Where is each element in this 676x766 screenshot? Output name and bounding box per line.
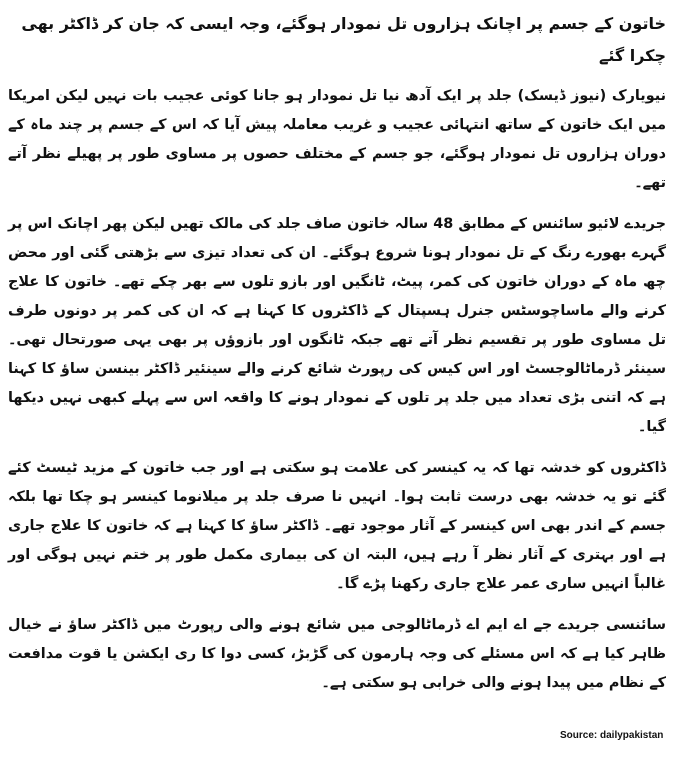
headline: خاتون کے جسم پر اچانک ہزاروں تل نمودار ہوگئے، وجہ ایسی کہ جان کر ڈاکٹر بھی چکرا گئے — [21, 14, 666, 65]
article — [8, 8, 668, 710]
source-credit: Source: dailypakistan — [560, 730, 664, 741]
paragraph-2: جریدے لائیو سائنس کے مطابق 48 سالہ خاتون صاف جلد کی مالک تھیں لیکن پھر اچانک اس پر گہرے بھورے رنگ کے تل نمودار ہونا شروع ہوگئے۔ ان کی تعداد تیزی سے بڑھتی گئی اور محض چھ ماہ کے دوران خاتون کی کمر، پیٹ، ٹانگیں اور بازو تلوں سے بھر چکے تھے۔ خاتون کا علاج کرنے والے ماساچوسٹس جنرل ہسپتال کے ڈاکٹروں کا کہنا ہے کہ ان کی کمر پر دونوں طرف تل مساوی طور پر تقسیم نظر آتے تھے جبکہ ٹانگوں اور بازوؤں پر بھی یہی صورتحال تھی۔ سینئر ڈرماٹالوجسٹ اور اس کیس کی رپورٹ شائع کرنے والے سینئیر ڈاکٹر بینسن ساؤ کا کہنا ہے کہ اتنی بڑی تعداد میں جلد پر تلوں کے نمودار ہونے کا واقعہ اس سے پہلے کبھی نہیں دیکھا گیا۔ — [8, 216, 666, 435]
paragraph-4: سائنسی جریدے جے اے ایم اے ڈرماٹالوجی میں شائع ہونے والی رپورٹ میں ڈاکٹر ساؤ نے خیال ظاہر کیا ہے کہ اس مسئلے کی وجہ ہارمون کی گڑبڑ، کسی دوا کا ری ایکشن یا قوت مدافعت کے نظام میں پیدا ہونے والی خرابی ہو سکتی ہے۔ — [8, 617, 666, 691]
paragraph-1: نیویارک (نیوز ڈیسک) جلد پر ایک آدھ نیا تل نمودار ہو جانا کوئی عجیب بات نہیں لیکن امریکا میں ایک خاتون کے ساتھ انتہائی عجیب و غریب معاملہ پیش آیا کہ اس کے جسم پر چند ماہ کے دوران ہزاروں تل نمودار ہوگئے، جو جسم کے مختلف حصوں پر مساوی طور پر پھیلے نظر آتے تھے۔ — [8, 88, 666, 191]
paragraph-3: ڈاکٹروں کو خدشہ تھا کہ یہ کینسر کی علامت ہو سکتی ہے اور جب خاتون کے مزید ٹیسٹ کئے گئے تو یہ خدشہ بھی درست ثابت ہوا۔ انہیں نا صرف جلد پر میلانوما کینسر ہو چکا تھا بلکہ جسم کے اندر بھی اس کینسر کے آثار موجود تھے۔ ڈاکٹر ساؤ کا کہنا ہے کہ خاتون کا علاج جاری ہے اور بہتری کے آثار نظر آ رہے ہیں، البتہ ان کی بیماری مکمل طور پر ختم نہیں ہوگی اور غالباً انہیں ساری عمر علاج جاری رکھنا پڑے گا۔ — [8, 460, 666, 592]
